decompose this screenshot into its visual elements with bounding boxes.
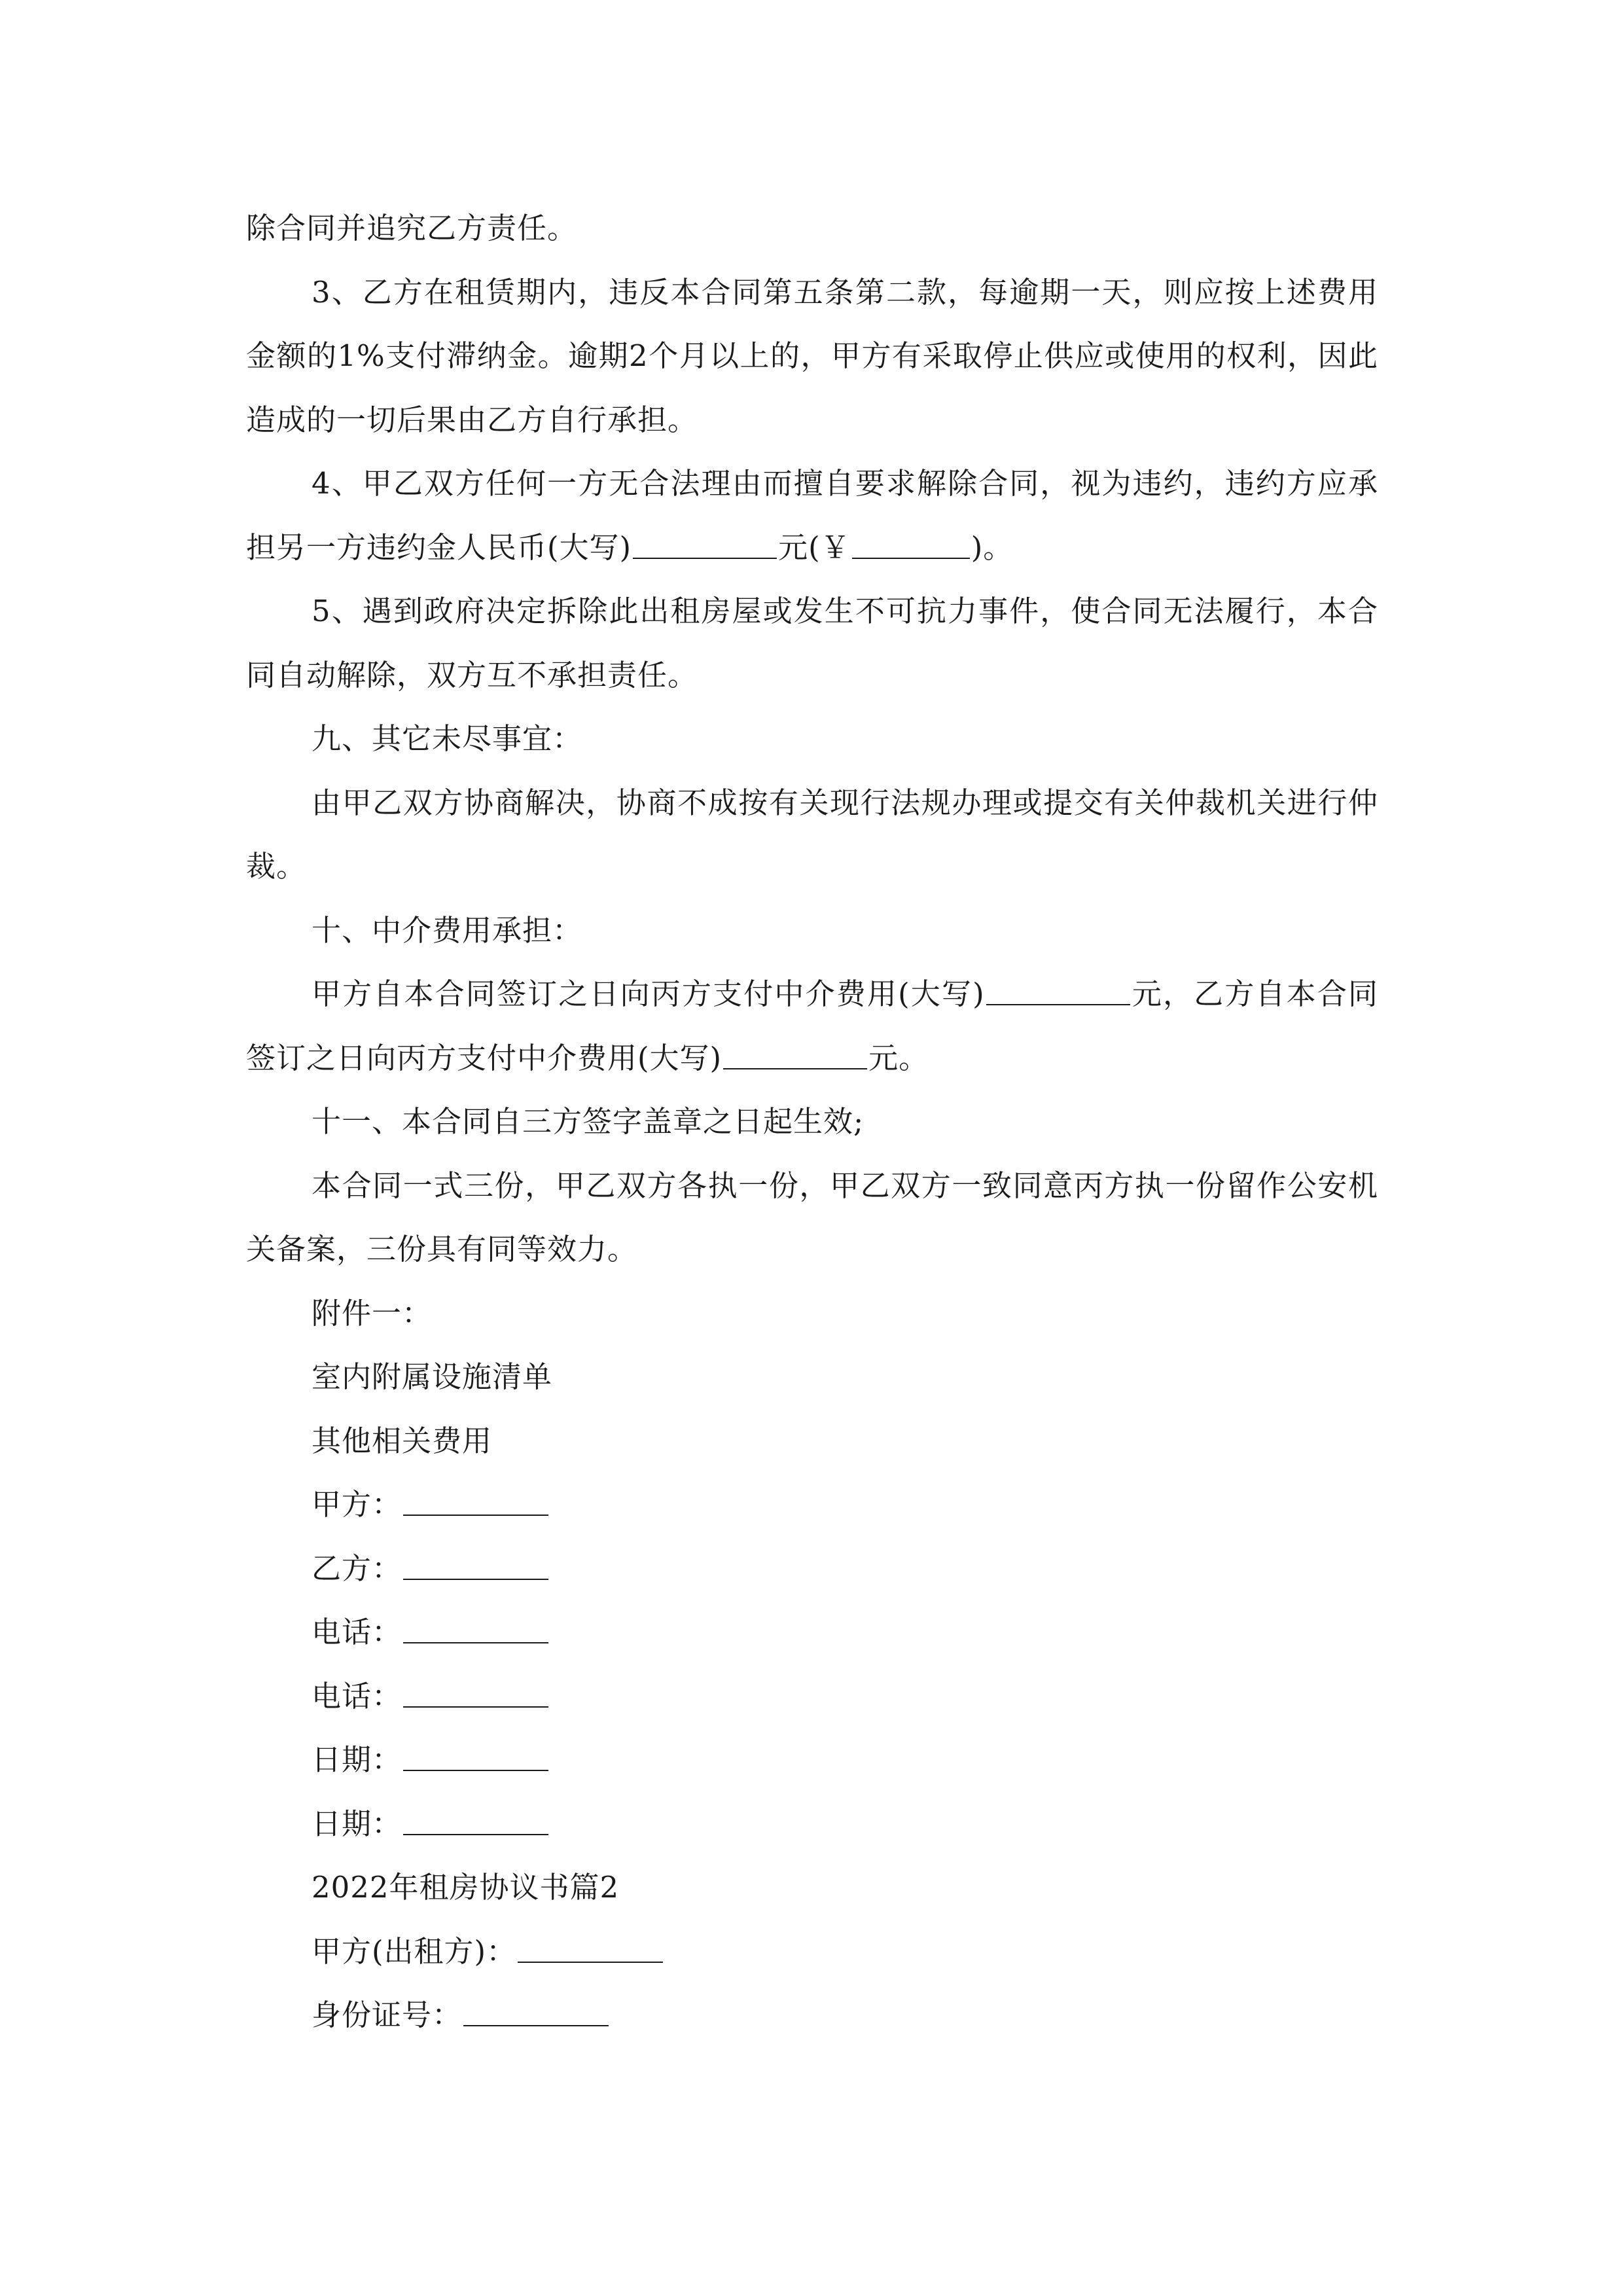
date-blank [403, 1740, 548, 1771]
signature-label: 甲方： [312, 1487, 402, 1522]
signature-blank [403, 1549, 548, 1580]
section-9-title: 九、其它未尽事宜： [312, 721, 583, 756]
clause-4-currency: 元(￥ [778, 529, 851, 565]
continuation-line: 除合同并追究乙方责任。 [246, 211, 578, 245]
signature-party-b [246, 1537, 1378, 1601]
penalty-amount-number-blank [852, 528, 970, 559]
penalty-amount-words-blank [633, 528, 777, 559]
landlord-field [246, 1920, 1378, 1984]
clause-4-text: 4、甲乙双方任何一方无合法理由而擅自要求解除合同，视为违约，违约方应承担另一方违约金人民币(大写) [246, 466, 1378, 565]
signature-label: 乙方： [312, 1551, 402, 1586]
tenant-fee-blank [723, 1039, 867, 1069]
landlord-fee-blank [986, 975, 1130, 1005]
section-11-body: 本合同一式三份，甲乙双方各执一份，甲乙双方一致同意丙方执一份留作公安机关备案，三份具有同等效力。 [246, 1168, 1378, 1266]
landlord-label: 甲方(出租方)： [312, 1933, 517, 1969]
clause-5: 5、遇到政府决定拆除此出租房屋或发生不可抗力事件，使合同无法履行，本合同自动解除，双方互不承担责任。 [246, 594, 1378, 692]
date-party-a [246, 1728, 1378, 1792]
next-document-title: 2022年租房协议书篇2 [312, 1870, 620, 1905]
clause-4-end: )。 [971, 529, 1014, 565]
phone-label: 电话： [312, 1615, 402, 1649]
phone-blank [403, 1613, 548, 1643]
phone-party-b [246, 1664, 1378, 1729]
date-party-b [246, 1792, 1378, 1856]
phone-label: 电话： [312, 1678, 402, 1713]
date-label: 日期： [312, 1742, 402, 1777]
date-blank [403, 1804, 548, 1835]
clause-3: 3、乙方在租赁期内，违反本合同第五条第二款，每逾期一天，则应按上述费用金额的1%支付滞纳金。逾期2个月以上的，甲方有采取停止供应或使用的权利，因此造成的一切后果由乙方自行承担。 [246, 274, 1378, 437]
section-10-title: 十、中介费用承担： [312, 912, 583, 948]
section-11-title: 十一、本合同自三方签字盖章之日起生效; [312, 1104, 865, 1139]
attachment-label: 附件一： [312, 1295, 433, 1331]
phone-blank [403, 1677, 548, 1708]
signature-party-a [246, 1473, 1378, 1537]
id-number-label: 身份证号： [312, 1998, 463, 2032]
section-10-text-c: 元。 [868, 1040, 929, 1075]
phone-party-a [246, 1600, 1378, 1664]
document-body [246, 196, 1378, 2047]
id-number-field [246, 1983, 1378, 2047]
date-label: 日期： [312, 1806, 402, 1841]
attachment-item-fees: 其他相关费用 [312, 1423, 493, 1458]
section-10-text-a: 甲方自本合同签订之日向丙方支付中介费用(大写) [312, 977, 985, 1011]
clause-4 [246, 452, 1378, 579]
section-10-text-b: 元，乙方自本合同签订之日向丙方支付中介费用(大写) [246, 977, 1378, 1075]
landlord-blank [518, 1932, 663, 1963]
id-number-blank [463, 1996, 609, 2026]
attachment-item-facilities: 室内附属设施清单 [312, 1359, 553, 1394]
section-9-body: 由甲乙双方协商解决，协商不成按有关现行法规办理或提交有关仲裁机关进行仲裁。 [246, 785, 1378, 884]
signature-blank [403, 1485, 548, 1516]
section-10-body [246, 962, 1378, 1090]
